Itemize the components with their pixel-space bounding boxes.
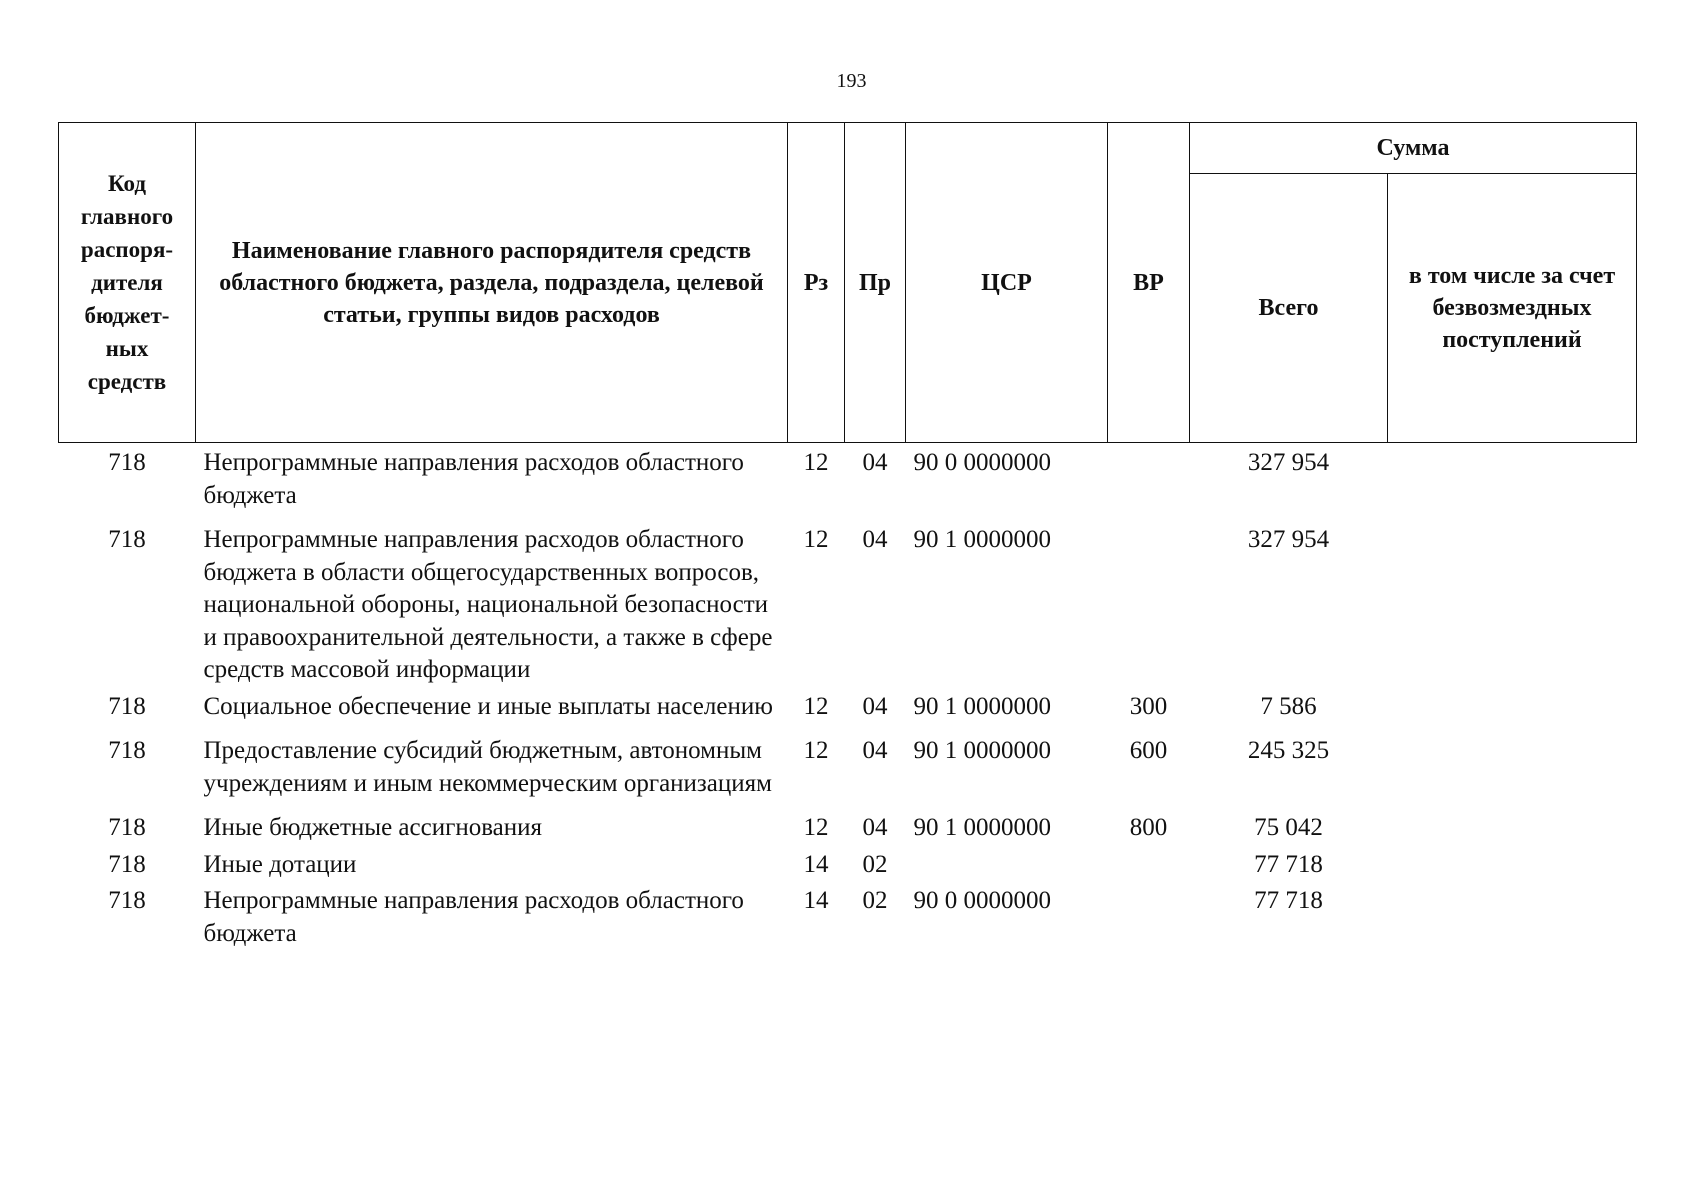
header-total: Всего	[1190, 174, 1388, 443]
cell-free	[1388, 443, 1637, 521]
cell-free	[1388, 731, 1637, 808]
table-row	[59, 808, 1637, 845]
cell-csr	[906, 845, 1108, 882]
cell-code: 718	[108, 692, 146, 720]
cell-name: Непрограммные направления расходов областного бюджета	[203, 449, 744, 509]
cell-name: Иные бюджетные ассигнования	[203, 814, 543, 841]
cell-rz: 12	[803, 449, 829, 476]
cell-code: 718	[108, 449, 146, 476]
header-vr: ВР	[1108, 123, 1190, 443]
cell-code: 718	[108, 887, 146, 914]
cell-free	[1388, 520, 1637, 687]
cell-pr: 04	[862, 449, 888, 476]
cell-total: 327 954	[1247, 526, 1330, 553]
cell-rz: 12	[803, 814, 829, 841]
cell-total: 77 718	[1254, 887, 1323, 914]
cell-csr: 90 1 0000000	[913, 692, 1051, 720]
cell-vr	[1108, 881, 1190, 950]
cell-vr	[1108, 845, 1190, 882]
cell-code: 718	[108, 737, 146, 764]
cell-csr: 90 1 0000000	[913, 526, 1051, 553]
cell-pr: 02	[862, 887, 888, 914]
cell-total: 7 586	[1260, 692, 1317, 720]
cell-pr: 04	[862, 526, 888, 553]
header-row-top	[59, 123, 1637, 174]
cell-vr: 300	[1129, 692, 1168, 720]
cell-rz: 12	[803, 526, 829, 553]
cell-name: Непрограммные направления расходов областного бюджета в области общегосударственных вопросов, национальной обороны, национальной безопасности и правоохранительной деятельности, а также в сфере средств массовой информации	[203, 526, 773, 683]
cell-rz: 12	[803, 692, 829, 720]
cell-csr: 90 1 0000000	[913, 814, 1051, 841]
cell-rz: 14	[803, 887, 829, 914]
cell-total: 245 325	[1247, 737, 1330, 764]
cell-code: 718	[108, 850, 146, 878]
cell-rz: 14	[803, 850, 829, 878]
cell-csr: 90 1 0000000	[913, 737, 1051, 764]
header-free: в том числе за счет безвозмездных поступлений	[1388, 174, 1637, 443]
header-name: Наименование главного распорядителя средств областного бюджета, раздела, подраздела, целевой статьи, группы видов расходов	[196, 123, 788, 443]
cell-vr	[1108, 520, 1190, 687]
header-csr: ЦСР	[906, 123, 1108, 443]
header-code: Код главного распоря-дителя бюджет-ных средств	[59, 123, 196, 443]
cell-csr: 90 0 0000000	[913, 887, 1051, 914]
cell-free	[1388, 881, 1637, 950]
cell-vr: 600	[1129, 737, 1168, 764]
cell-total: 75 042	[1254, 814, 1323, 841]
cell-code: 718	[108, 526, 146, 553]
page-number: 193	[836, 70, 867, 92]
cell-rz: 12	[803, 737, 829, 764]
cell-free	[1388, 845, 1637, 882]
cell-pr: 04	[862, 692, 888, 720]
cell-name: Непрограммные направления расходов областного бюджета	[203, 887, 744, 947]
cell-total: 77 718	[1254, 850, 1323, 878]
table-header	[59, 123, 1637, 443]
table-row	[59, 881, 1637, 950]
header-rz: Рз	[788, 123, 845, 443]
cell-pr: 02	[862, 850, 888, 878]
table-row	[59, 731, 1637, 808]
budget-table	[58, 122, 1637, 950]
cell-name: Иные дотации	[203, 850, 357, 878]
table-row	[59, 443, 1637, 521]
table-row	[59, 845, 1637, 882]
cell-total: 327 954	[1247, 449, 1330, 476]
cell-pr: 04	[862, 737, 888, 764]
table-body	[59, 443, 1637, 951]
cell-name: Предоставление субсидий бюджетным, автономным учреждениям и иным некоммерческим организациям	[203, 737, 772, 797]
header-pr: Пр	[845, 123, 906, 443]
table-row	[59, 687, 1637, 732]
cell-code: 718	[108, 814, 146, 841]
cell-vr: 800	[1129, 814, 1168, 841]
cell-name: Социальное обеспечение и иные выплаты населению	[203, 692, 773, 720]
cell-csr: 90 0 0000000	[913, 449, 1051, 476]
header-sum: Сумма	[1190, 123, 1637, 174]
cell-vr	[1108, 443, 1190, 521]
cell-free	[1388, 808, 1637, 845]
table-row	[59, 520, 1637, 687]
cell-free	[1388, 687, 1637, 732]
cell-pr: 04	[862, 814, 888, 841]
